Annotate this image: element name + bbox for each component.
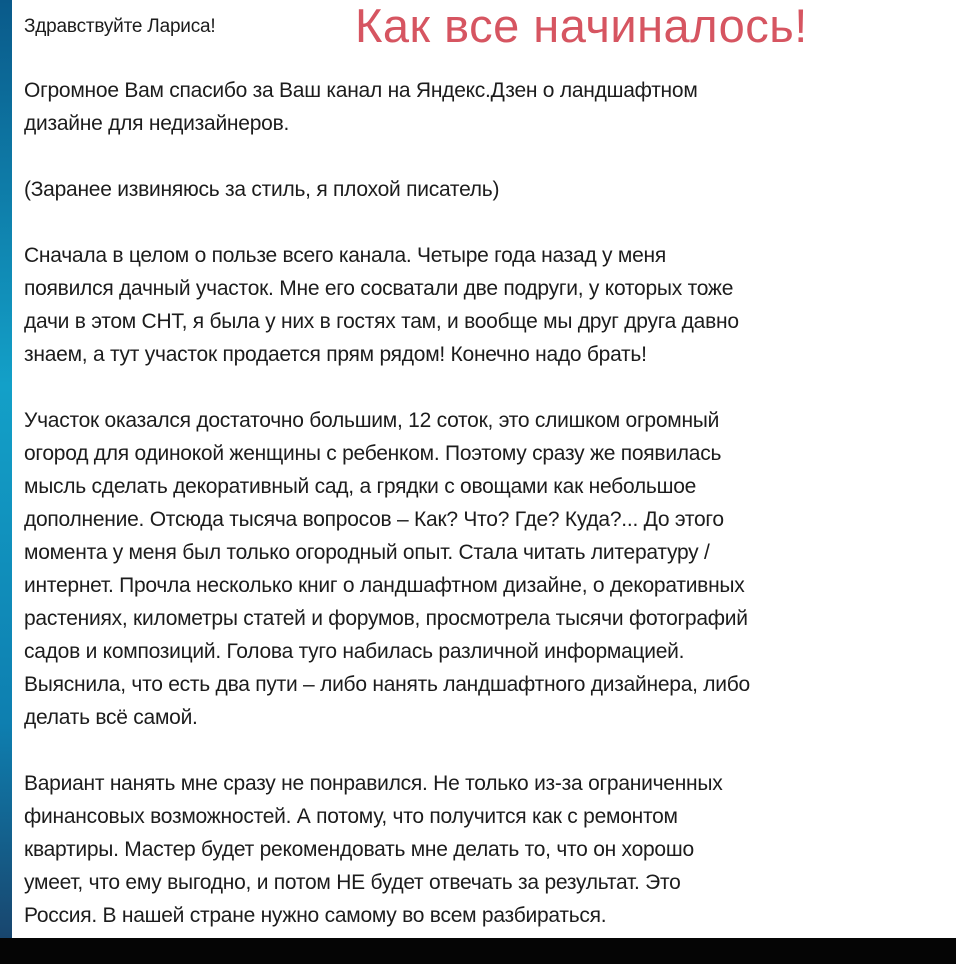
bottom-bar xyxy=(0,938,956,964)
text-line: финансовых возможностей. А потому, что получится как с ремонтом xyxy=(24,805,678,828)
text-line: (Заранее извиняюсь за стиль, я плохой писатель) xyxy=(24,178,500,201)
text-line: мысль сделать декоративный сад, а грядки с овощами как небольшое xyxy=(24,475,697,498)
letter-headline: Как все начиналось! xyxy=(355,0,808,52)
text-line: Вариант нанять мне сразу не понравился. Не только из-за ограниченных xyxy=(24,772,723,795)
text-line: дачи в этом СНТ, я была у них в гостях там, и вообще мы друг друга давно xyxy=(24,310,739,333)
text-line: Россия. В нашей стране нужно самому во всем разбираться. xyxy=(24,904,607,927)
paragraph-thanks xyxy=(24,74,939,140)
text-line: огород для одинокой женщины с ребенком. Поэтому сразу же появилась xyxy=(24,442,722,465)
text-line: интернет. Прочла несколько книг о ландшафтном дизайне, о декоративных xyxy=(24,574,745,597)
left-edge-strip xyxy=(0,0,12,964)
text-line: дизайне для недизайнеров. xyxy=(24,112,290,135)
text-line: делать всё самой. xyxy=(24,706,198,729)
paragraph-apology xyxy=(24,173,939,206)
text-line: садов и композиций. Голова туго набилась различной информацией. xyxy=(24,640,685,663)
text-line: дополнение. Отсюда тысяча вопросов – Как? Что? Где? Куда?... До этого xyxy=(24,508,724,531)
paragraph-designer-choice xyxy=(24,767,939,932)
text-line: квартиры. Мастер будет рекомендовать мне делать то, что он хорошо xyxy=(24,838,694,861)
letter-body xyxy=(24,74,939,965)
text-line: Участок оказался достаточно большим, 12 соток, это слишком огромный xyxy=(24,409,720,432)
text-line: Выяснила, что есть два пути – либо нанять ландшафтного дизайнера, либо xyxy=(24,673,750,696)
text-line: появился дачный участок. Мне его сосватали две подруги, у которых тоже xyxy=(24,277,734,300)
paragraph-plot xyxy=(24,404,939,734)
paragraph-beginning xyxy=(24,239,939,371)
text-line: момента у меня был только огородный опыт. Стала читать литературу / xyxy=(24,541,710,564)
letter-greeting: Здравствуйте Лариса! xyxy=(24,16,216,37)
text-line: Огромное Вам спасибо за Ваш канал на Яндекс.Дзен о ландшафтном xyxy=(24,79,698,102)
text-line: знаем, а тут участок продается прям рядом! Конечно надо брать! xyxy=(24,343,647,366)
text-line: Сначала в целом о пользе всего канала. Четыре года назад у меня xyxy=(24,244,666,267)
text-line: растениях, километры статей и форумов, просмотрела тысячи фотографий xyxy=(24,607,748,630)
text-line: умеет, что ему выгодно, и потом НЕ будет отвечать за результат. Это xyxy=(24,871,681,894)
